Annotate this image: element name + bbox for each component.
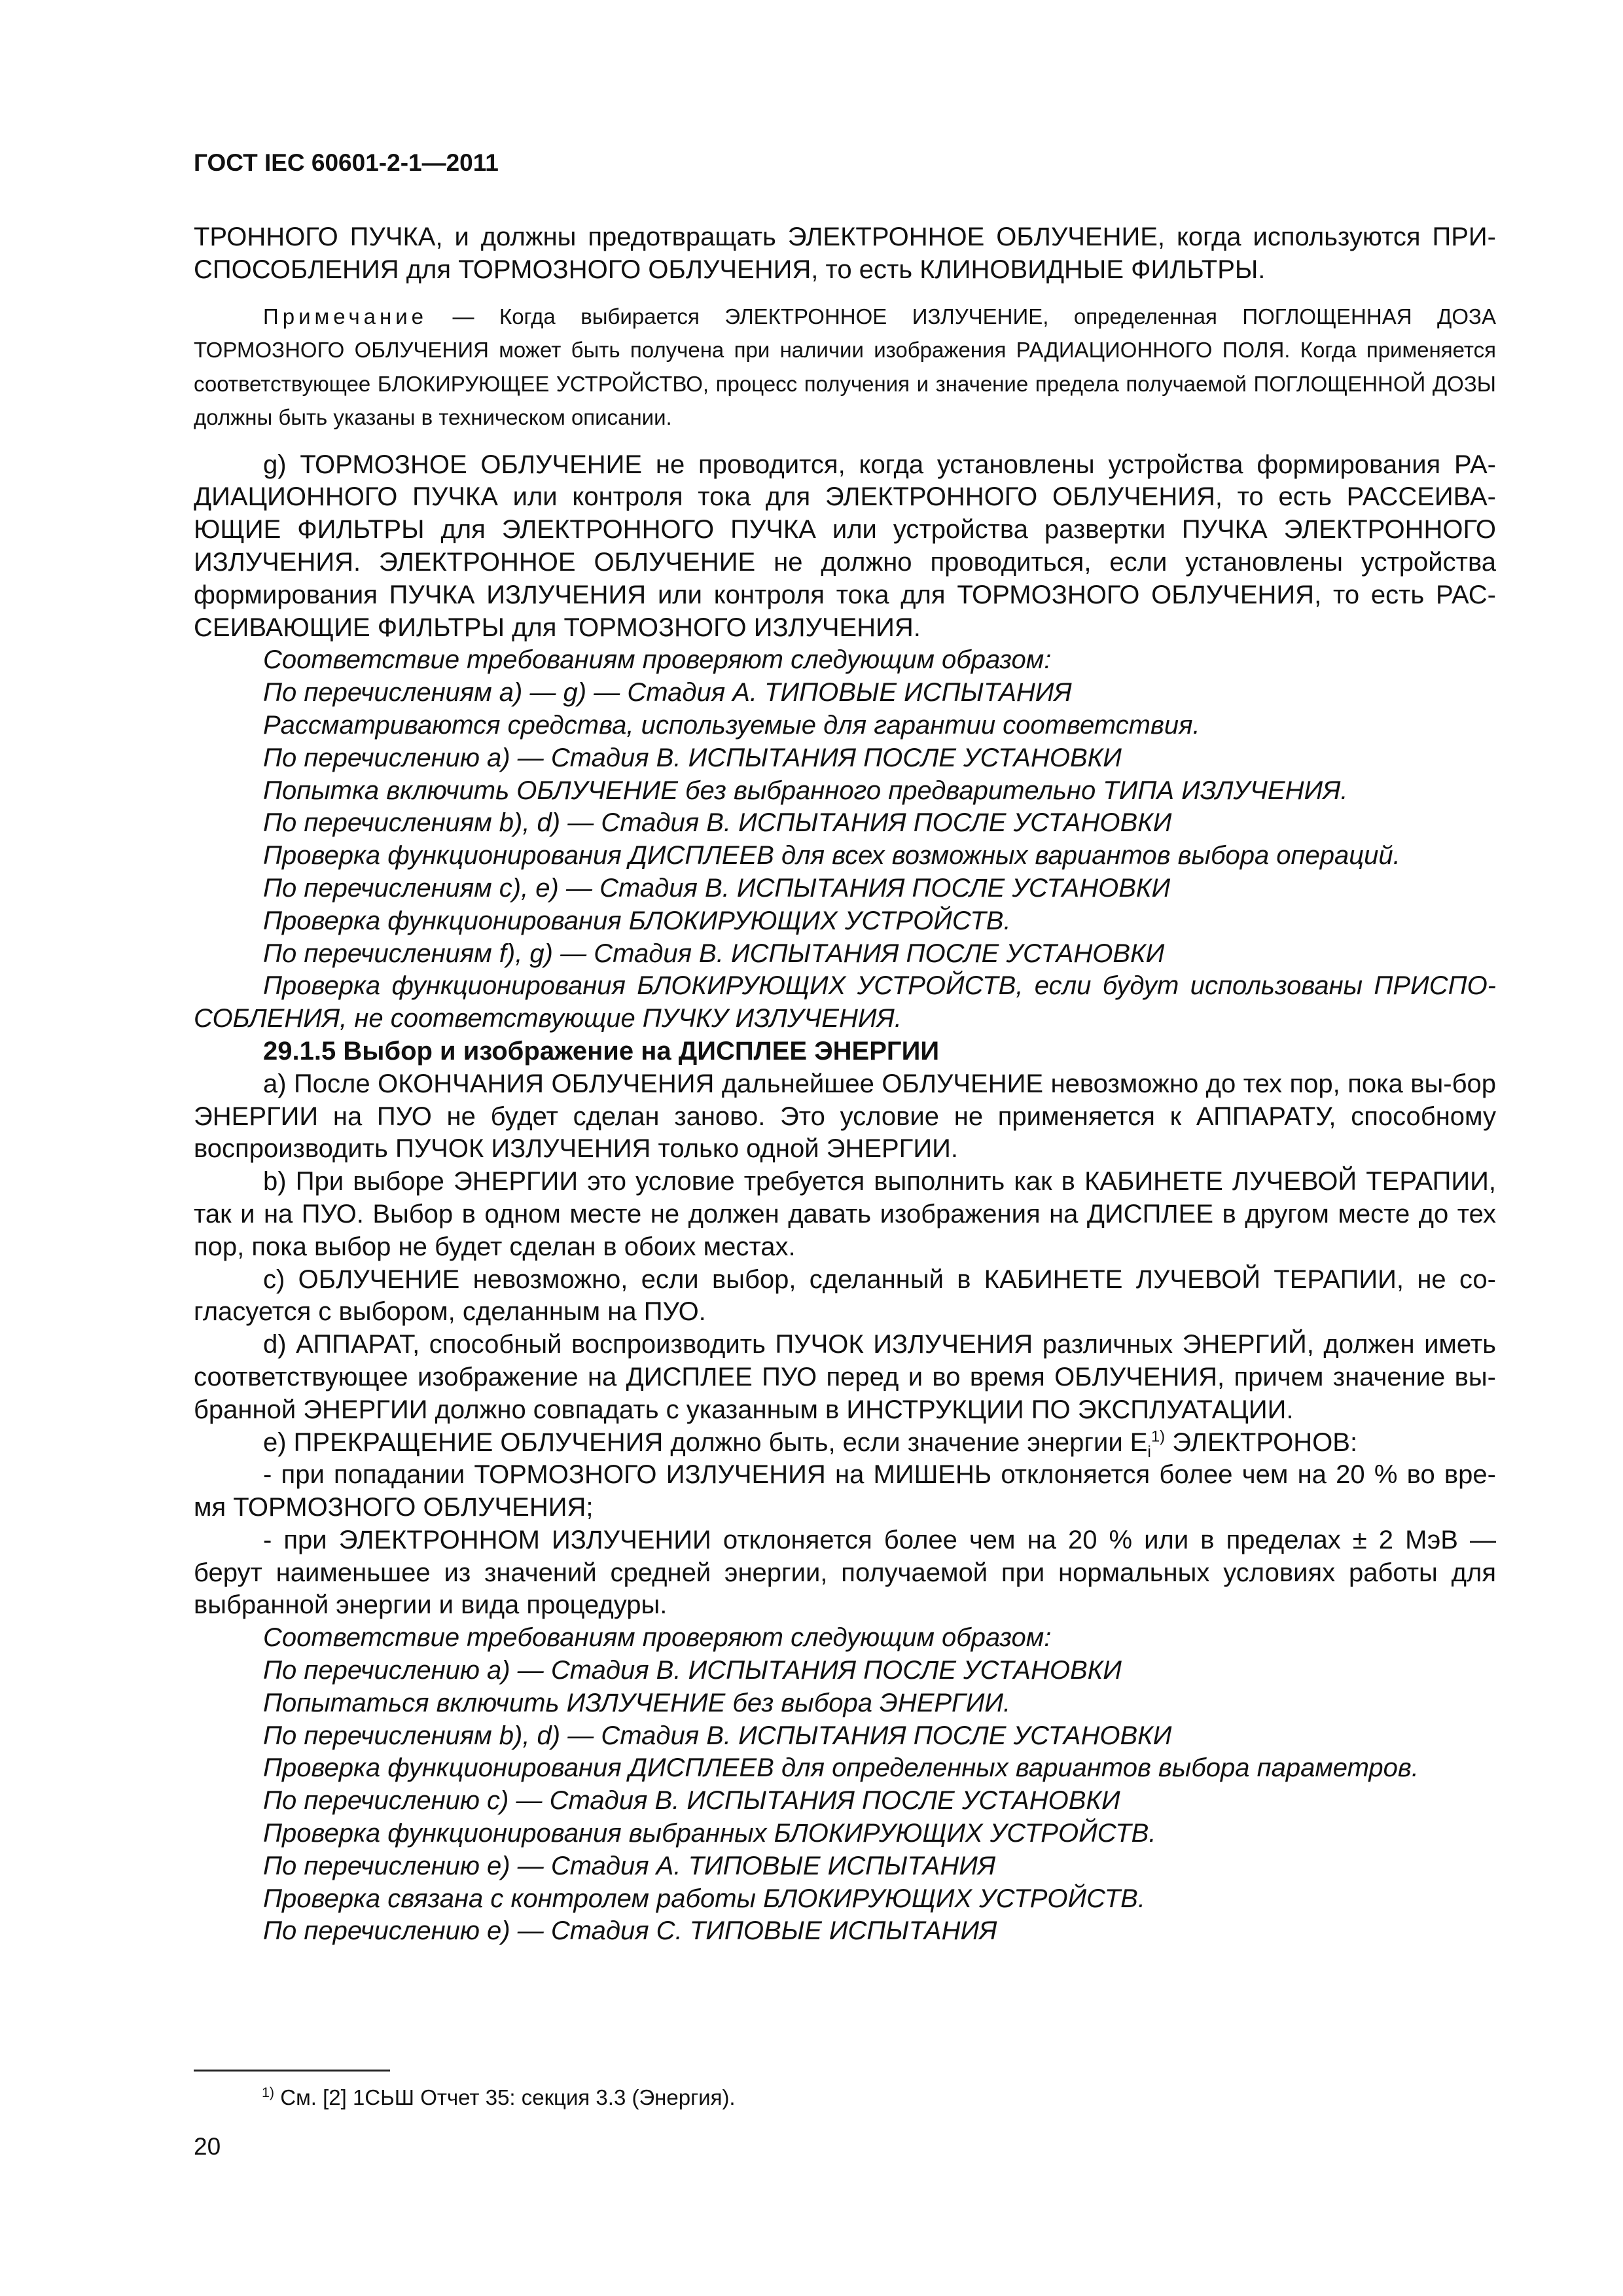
section-heading: 29.1.5 Выбор и изображение на ДИСПЛЕЕ ЭНЕРГИИ — [263, 1036, 940, 1066]
compliance-line: По перечислению a) — Стадия В. ИСПЫТАНИЯ ПОСЛЕ УСТАНОВКИ — [263, 743, 1122, 772]
item-b: b) При выборе ЭНЕРГИИ это условие требуется выполнить как в КАБИНЕТЕ ЛУЧЕВОЙ ТЕРАПИИ, так и на ПУО. Выбор в одном месте не должен давать изображения на ДИСПЛЕЕ в другом месте до тех пор, пока выбор не будет сделан в обоих местах. — [194, 1167, 1496, 1261]
compliance-line: По перечислению с) — Стадия В. ИСПЫТАНИЯ ПОСЛЕ УСТАНОВКИ — [263, 1786, 1120, 1816]
compliance-line: Проверка функционирования выбранных БЛОКИРУЮЩИХ УСТРОЙСТВ. — [263, 1819, 1156, 1848]
footnote — [262, 2083, 736, 2112]
item-e-text: е) ПРЕКРАЩЕНИЕ ОБЛУЧЕНИЯ должно быть, если значение энергии E — [263, 1427, 1148, 1457]
compliance-line: Попытаться включить ИЗЛУЧЕНИЕ без выбора ЭНЕРГИИ. — [263, 1688, 1011, 1717]
body-text — [194, 221, 1496, 287]
intro-paragraph: ТРОННОГО ПУЧКА, и должны предотвращать ЭЛЕКТРОННОЕ ОБЛУЧЕНИЕ, когда используются ПРИ-СПОСОБЛЕНИЯ для ТОРМОЗНОГО ОБЛУЧЕНИЯ, то есть КЛИНОВИДНЫЕ ФИЛЬТРЫ. — [194, 223, 1496, 284]
footnote-text: См. [2] 1СЬШ Отчет 35: секция 3.3 (Энергия). — [274, 2085, 736, 2109]
compliance-block-1 — [194, 644, 1496, 1035]
item-c: с) ОБЛУЧЕНИЕ невозможно, если выбор, сделанный в КАБИНЕТЕ ЛУЧЕВОЙ ТЕРАПИИ, не со-гласуется с выбором, сделанным на ПУО. — [194, 1265, 1496, 1327]
compliance-line: Проверка функционирования ДИСПЛЕЕВ для определенных вариантов выбора параметров. — [263, 1753, 1419, 1783]
note-text: — Когда выбирается ЭЛЕКТРОННОЕ ИЗЛУЧЕНИЕ, определенная ПОГЛОЩЕННАЯ ДОЗА ТОРМОЗНОГО ОБЛУЧЕНИЯ может быть получена при наличии изображения РАДИАЦИОННОГО ПОЛЯ. Когда применяется соответствующее БЛОКИРУЮЩЕЕ УСТРОЙСТВО, процесс получения и значение предела получаемой ПОГЛОЩЕННОЙ ДОЗЫ должны быть указаны в техническом описании. — [194, 304, 1496, 430]
compliance-block-2 — [194, 1622, 1496, 1948]
compliance-line: По перечислениям с), е) — Стадия В. ИСПЫТАНИЯ ПОСЛЕ УСТАНОВКИ — [263, 873, 1171, 903]
note-label: Примечание — [263, 304, 428, 329]
compliance-line: Проверка функционирования БЛОКИРУЮЩИХ УСТРОЙСТВ. — [263, 906, 1011, 935]
compliance-line: Соответствие требованиям проверяют следующим образом: — [263, 1623, 1052, 1653]
compliance-line: По перечислениям a) — g) — Стадия А. ТИПОВЫЕ ИСПЫТАНИЯ — [263, 678, 1072, 708]
document-header: ГОСТ IEC 60601-2-1—2011 — [194, 149, 499, 176]
compliance-line: Соответствие требованиям проверяют следующим образом: — [263, 645, 1052, 675]
compliance-line: По перечислениям f), g) — Стадия В. ИСПЫТАНИЯ ПОСЛЕ УСТАНОВКИ — [263, 939, 1165, 968]
compliance-line: Рассматриваются средства, используемые для гарантии соответствия. — [263, 710, 1200, 740]
page-number: 20 — [194, 2133, 221, 2160]
item-a: a) После ОКОНЧАНИЯ ОБЛУЧЕНИЯ дальнейшее ОБЛУЧЕНИЕ невозможно до тех пор, пока вы-бор ЭНЕРГИИ на ПУО не будет сделан заново. Это условие не применяется к АППАРАТУ, способному воспроизводить ПУЧОК ИЗЛУЧЕНИЯ только одной ЭНЕРГИИ. — [194, 1069, 1496, 1164]
compliance-line: По перечислению a) — Стадия В. ИСПЫТАНИЯ ПОСЛЕ УСТАНОВКИ — [263, 1656, 1122, 1685]
compliance-line: По перечислениям b), d) — Стадия В. ИСПЫТАНИЯ ПОСЛЕ УСТАНОВКИ — [263, 808, 1172, 838]
compliance-line: Попытка включить ОБЛУЧЕНИЕ без выбранного предварительно ТИПА ИЗЛУЧЕНИЯ. — [263, 776, 1348, 805]
note-paragraph — [194, 300, 1496, 435]
footnote-reference: 1) — [1150, 1427, 1166, 1446]
compliance-line: Проверка связана с контролем работы БЛОКИРУЮЩИХ УСТРОЙСТВ. — [263, 1884, 1145, 1913]
page-body — [194, 221, 1496, 1948]
compliance-line: По перечислениям b), d) — Стадия В. ИСПЫТАНИЯ ПОСЛЕ УСТАНОВКИ — [263, 1721, 1172, 1750]
item-e-bullet-2: - при ЭЛЕКТРОННОМ ИЗЛУЧЕНИИ отклоняется более чем на 20 % или в пределах ± 2 МэВ — берут наименьшее из значений средней энергии, получаемой при нормальных условиях работы для выбранной энергии и вида процедуры. — [194, 1525, 1496, 1620]
footnote-mark: 1) — [262, 2085, 275, 2100]
item-e-bullet-1: - при попадании ТОРМОЗНОГО ИЗЛУЧЕНИЯ на МИШЕНЬ отклоняется более чем на 20 % во вре-мя ТОРМОЗНОГО ОБЛУЧЕНИЯ; — [194, 1460, 1496, 1522]
item-g: g) ТОРМОЗНОЕ ОБЛУЧЕНИЕ не проводится, когда установлены устройства формирования РА-ДИАЦИОННОГО ПУЧКА или контроля тока для ЭЛЕКТРОННОГО ОБЛУЧЕНИЯ, то есть РАССЕИВА-ЮЩИЕ ФИЛЬТРЫ для ЭЛЕКТРОННОГО ПУЧКА или устройства развертки ПУЧКА ЭЛЕКТРОННОГО ИЗЛУЧЕНИЯ. ЭЛЕКТРОННОЕ ОБЛУЧЕНИЕ не должно проводиться, если установлены устройства формирования ПУЧКА ИЗЛУЧЕНИЯ или контроля тока для ТОРМОЗНОГО ОБЛУЧЕНИЯ, то есть РАС-СЕИВАЮЩИЕ ФИЛЬТРЫ для ТОРМОЗНОГО ИЗЛУЧЕНИЯ. — [194, 450, 1496, 642]
compliance-line: По перечислению е) — Стадия С. ТИПОВЫЕ ИСПЫТАНИЯ — [263, 1916, 997, 1946]
item-d: d) АППАРАТ, способный воспроизводить ПУЧОК ИЗЛУЧЕНИЯ различных ЭНЕРГИЙ, должен иметь соответствующее изображение на ДИСПЛЕЕ ПУО перед и во время ОБЛУЧЕНИЯ, причем значение вы-бранной ЭНЕРГИИ должно совпадать с указанным в ИНСТРУКЦИИ ПО ЭКСПЛУАТАЦИИ. — [194, 1330, 1496, 1424]
requirements-text — [194, 449, 1496, 1948]
compliance-line: Проверка функционирования ДИСПЛЕЕВ для всех возможных вариантов выбора операций. — [263, 841, 1400, 870]
compliance-line: Проверка функционирования БЛОКИРУЮЩИХ УСТРОЙСТВ, если будут использованы ПРИСПО-СОБЛЕНИЯ, не соответствующие ПУЧКУ ИЗЛУЧЕНИЯ. — [194, 971, 1496, 1033]
compliance-line: По перечислению е) — Стадия А. ТИПОВЫЕ ИСПЫТАНИЯ — [263, 1851, 996, 1880]
item-e — [194, 1427, 1496, 1460]
item-e-tail: ЭЛЕКТРОНОВ: — [1165, 1427, 1358, 1457]
energy-subscript: i — [1147, 1443, 1151, 1461]
footnote-divider — [194, 2070, 390, 2072]
